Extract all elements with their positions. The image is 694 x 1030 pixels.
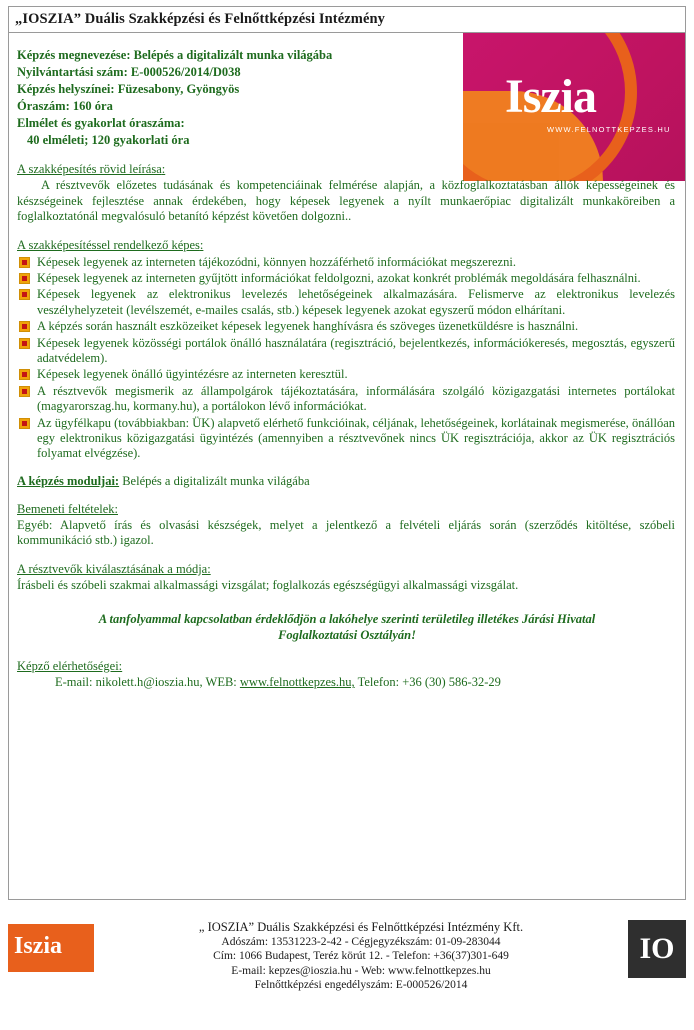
short-description-section: [9, 162, 685, 225]
hours-label: Óraszám:: [17, 99, 70, 113]
bullet-icon: [19, 289, 30, 300]
locations-value: Füzesabony, Gyöngyös: [114, 82, 240, 96]
contact-phone-label: Telefon:: [357, 675, 400, 690]
list-item: [17, 416, 675, 462]
bullet-icon: [19, 321, 30, 332]
bullet-icon: [19, 418, 30, 429]
office-note-line2: Foglalkoztatási Osztályán!: [278, 628, 416, 643]
footer-company-name: „ IOSZIA” Duális Szakképzési és Felnőttképzési Intézmény Kft.: [198, 920, 524, 934]
modules-section: [9, 474, 685, 489]
footer-tax-info: Adószám: 13531223-2-42 - Cégjegyzékszám: 01-09-283044: [221, 935, 501, 948]
theory-practice-value: 40 elméleti; 120 gyakorlati óra: [27, 133, 190, 147]
contact-web-link[interactable]: www.felnottkepzes.hu,: [239, 675, 355, 690]
list-item-text: A résztvevők megismerik az állampolgárok tájékoztatására, informálására szolgáló közigazgatási internetes portálokat (magyarorszag.hu, kormany.hu), a portálokon lévő információkat.: [37, 383, 675, 414]
list-item: [17, 255, 675, 270]
logo-wordmark: [505, 69, 596, 124]
office-note: [35, 611, 659, 643]
footer-logo: [8, 924, 94, 972]
selection-heading: A résztvevők kiválasztásának a módja:: [17, 561, 211, 576]
list-item-text: Az ügyfélkapu (továbbiakban: ÜK) alapvető elérhető funkcióinak, céljának, lehetőségeinek, korlátainak megismerése, önállóan egy elektronikus közigazgatási ügyintézés (amennyiben a résztvevőnek nincs ÜK regisztrációja, akkor az ÜK regisztrációs folyamat elvégzése).: [37, 415, 675, 461]
footer-logo-wordmark: [14, 933, 62, 960]
registration-number-line: [17, 64, 439, 81]
footer-address: Cím: 1066 Budapest, Teréz körút 12. - Telefon: +36(37)301-649: [213, 950, 509, 962]
bullet-icon: [19, 369, 30, 380]
logo-wordmark-rest: szia: [522, 70, 597, 123]
footer-licence: Felnőttképzési engedélyszám: E-000526/2014: [254, 979, 468, 991]
course-name-line: [17, 47, 439, 64]
list-item: [17, 367, 675, 382]
modules-label: A képzés moduljai:: [17, 473, 120, 488]
list-item-text: Képesek legyenek az interneten tájékozódni, könnyen hozzáférhető információkat megszerezni.: [37, 254, 516, 269]
course-name-value: Belépés a digitalizált munka világába: [130, 48, 333, 62]
contact-details: E-mail: nikolett.h@ioszia.hu, WEB: www.felnottkepzes.hu, Telefon: +36 (30) 586-32-29: [55, 675, 501, 690]
locations-line: [17, 81, 439, 98]
theory-practice-label-line: [17, 115, 439, 132]
footer-company-info: [94, 912, 628, 993]
list-item: [17, 336, 675, 367]
competences-section: [9, 238, 685, 462]
competences-list: [17, 255, 675, 462]
bullet-icon: [19, 257, 30, 268]
list-item: [17, 287, 675, 318]
list-item: [17, 384, 675, 415]
footer-io-mark: IO: [628, 920, 686, 978]
page-title: „IOSZIA” Duális Szakképzési és Felnőttképzési Intézmény: [15, 11, 386, 27]
list-item-text: Képesek legyenek közösségi portálok önálló használatára (regisztráció, bejelentkezés, információkeresés, megosztás, egyszerű adatvédelem).: [37, 335, 675, 365]
short-description-text: A résztvevők előzetes tudásának és kompetenciáinak felmérése alapján, a közfoglalkoztatásban állók képességeinek és készségeinek fejlesztése annak érdekében, hogy képesek legyenek a nyílt munkaerőpiac digitalizált munkaköreiben a foglalkoztatónál megvalósuló betanító képzést követően dolgozni..: [17, 178, 675, 223]
short-description-heading: [17, 162, 675, 177]
competences-heading-text: A szakképesítéssel rendelkező képes: [17, 237, 200, 252]
entry-conditions-heading: Bemeneti feltételek:: [17, 501, 118, 516]
list-item-text: A képzés során használt eszközeiket képesek legyenek hanghívásra és szöveges üzenetküldésre is használni.: [37, 319, 579, 334]
contact-web-label: WEB:: [205, 675, 237, 690]
logo-url: WWW.FELNOTTKEPZES.HU: [547, 125, 671, 134]
hours-line: [17, 98, 439, 115]
bullet-icon: [19, 273, 30, 284]
entry-conditions-text: Egyéb: Alapvető írás és olvasási készségek, melyet a jelentkező a felvételi eljárás során (szerződés kitöltése, szóbeli kommunikáció stb.) igazol.: [17, 517, 675, 548]
footer-logo-i: I: [14, 933, 24, 959]
office-note-line1: A tanfolyammal kapcsolatban érdeklődjön a lakóhelye szerinti területileg illetékes Járási Hivatal: [98, 612, 596, 627]
contact-email[interactable]: nikolett.h@ioszia.hu: [95, 675, 200, 690]
document-body: [8, 32, 686, 900]
registration-number-label: Nyilvántartási szám:: [17, 65, 128, 79]
selection-section: [9, 562, 685, 594]
list-item: [17, 319, 675, 334]
list-item-text: Képesek legyenek az elektronikus levelezés lehetőségeinek alkalmazására. Felismerve az elektronikus levelezés veszélyhelyzeteit (levélszemét, e-mailes csalás, stb.) képesek legyenek azokat egyszerű módon elhárítani.: [37, 287, 675, 317]
footer-email-web: E-mail: kepzes@ioszia.hu - Web: www.felnottkepzes.hu: [231, 964, 491, 977]
entry-conditions-section: [9, 502, 685, 549]
modules-value: Belépés a digitalizált munka világába: [119, 473, 310, 488]
theory-practice-label: Elmélet és gyakorlat óraszáma:: [17, 116, 185, 130]
document-footer: [8, 912, 686, 1016]
list-item-text: Képesek legyenek önálló ügyintézésre az interneten keresztül.: [37, 367, 348, 382]
competences-heading-colon: :: [199, 237, 204, 252]
bullet-icon: [19, 338, 30, 349]
document-page: [0, 6, 694, 1030]
contact-phone: +36 (30) 586-32-29: [402, 675, 501, 690]
list-item: [17, 271, 675, 286]
short-description-heading-text: A szakképesítés rövid leírása: [17, 162, 162, 176]
modules-line: [17, 474, 675, 489]
course-name-label: Képzés megnevezése:: [17, 48, 131, 62]
ioszia-logo: [463, 33, 685, 181]
contact-heading: Képző elérhetőségei:: [17, 659, 123, 674]
contact-section: [9, 659, 685, 690]
logo-wordmark-i: I: [505, 70, 523, 123]
competences-heading: [17, 238, 675, 253]
bullet-icon: [19, 386, 30, 397]
footer-logo-rest: szia: [23, 933, 63, 959]
list-item-text: Képesek legyenek az interneten gyűjtött információkat feldolgozni, azokat konkrét problémák megoldására felhasználni.: [37, 270, 641, 285]
registration-number-value: E-000526/2014/D038: [127, 65, 241, 79]
contact-email-label: E-mail:: [55, 675, 93, 690]
theory-practice-value-line: [17, 132, 439, 149]
locations-label: Képzés helyszínei:: [17, 82, 115, 96]
short-description-heading-colon: :: [161, 162, 166, 176]
document-title-bar: [8, 6, 686, 32]
hours-value: 160 óra: [69, 99, 113, 113]
selection-text: Írásbeli és szóbeli szakmai alkalmassági vizsgálat; foglalkozás egészségügyi alkalmassági vizsgálat.: [17, 577, 519, 592]
course-info-block: [9, 33, 439, 149]
